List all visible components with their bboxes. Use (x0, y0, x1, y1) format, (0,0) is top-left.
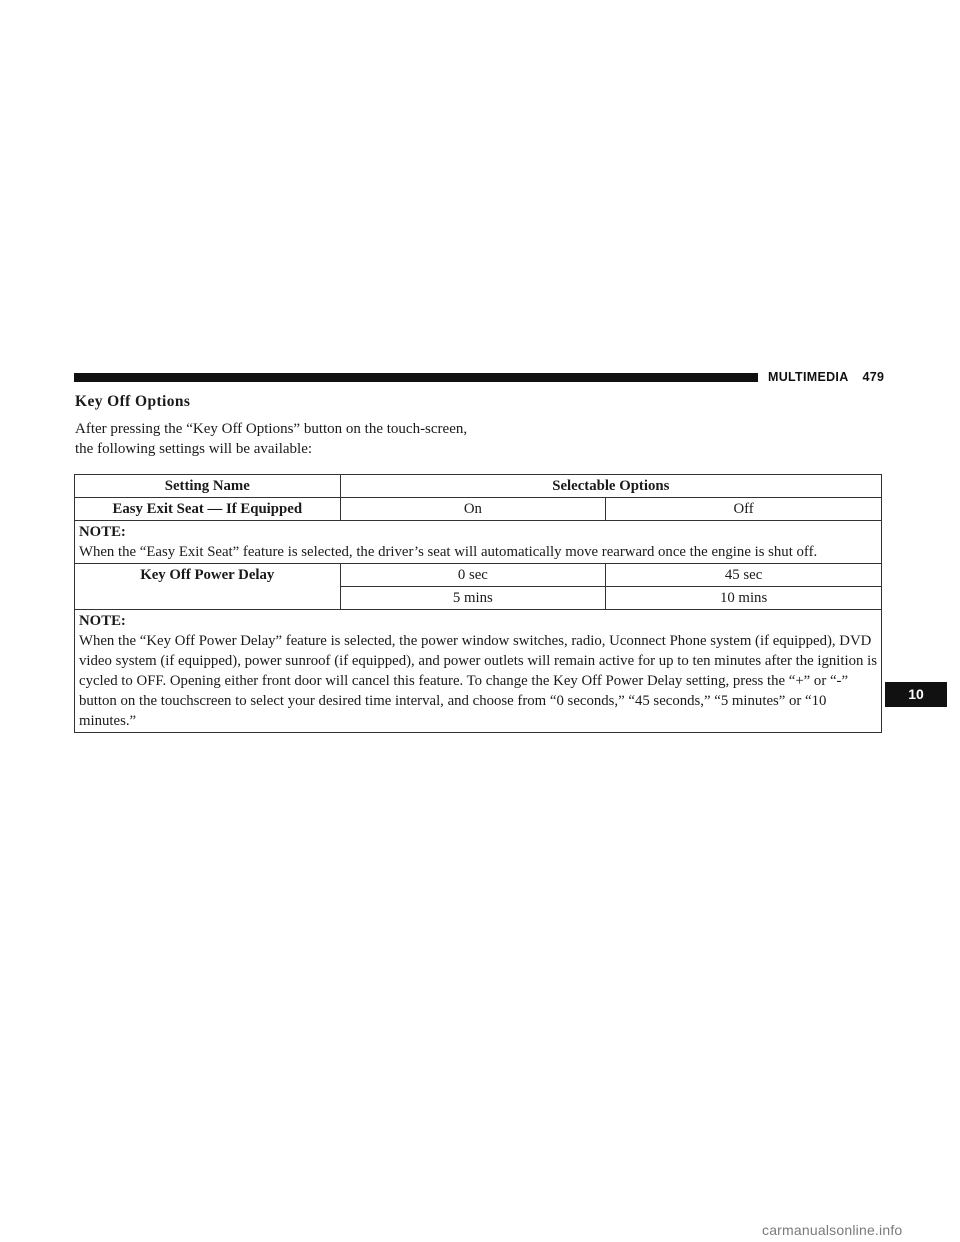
table-row (75, 564, 882, 587)
header-setting-name: Setting Name (75, 475, 341, 498)
option-cell: 5 mins (340, 587, 606, 610)
option-cell: 10 mins (606, 587, 882, 610)
table-row (75, 498, 882, 521)
setting-name-easy-exit: Easy Exit Seat — If Equipped (75, 498, 341, 521)
header-selectable-options: Selectable Options (340, 475, 881, 498)
note-text: When the “Key Off Power Delay” feature is selected, the power window switches, radio, Uconnect Phone system (if equipped), DVD video system (if equipped), power sunroof (if equipped), and power outlets will remain active for up to ten minutes after the ignition is cycled to OFF. Opening either front door will cancel this feature. To change the Key Off Power Delay setting, press the “+” or “-” button on the touchscreen to select your desired time interval, and choose from “0 seconds,” “45 seconds,” “5 minutes” or “10 minutes.” (79, 633, 878, 729)
note-cell (75, 521, 882, 564)
option-cell: 45 sec (606, 564, 882, 587)
settings-table (74, 474, 882, 733)
section-heading: Key Off Options (75, 393, 191, 410)
header-rule (74, 373, 758, 382)
page-number: 479 (862, 370, 885, 384)
note-label: NOTE: (79, 524, 126, 540)
note-label: NOTE: (79, 613, 126, 629)
running-header (768, 370, 884, 386)
watermark: carmanualsonline.info (762, 1222, 903, 1238)
table-header-row (75, 475, 882, 498)
note-text: When the “Easy Exit Seat” feature is selected, the driver’s seat will automatically move rearward once the engine is shut off. (79, 544, 818, 560)
note-cell (75, 610, 882, 733)
section-title: MULTIMEDIA (768, 370, 849, 384)
option-cell: On (340, 498, 606, 521)
option-cell: 0 sec (340, 564, 606, 587)
intro-paragraph: After pressing the “Key Off Options” button on the touch-screen, the following settings will be available: (75, 421, 468, 457)
note-row (75, 521, 882, 564)
setting-name-power-delay: Key Off Power Delay (75, 564, 341, 610)
note-row (75, 610, 882, 733)
option-cell: Off (606, 498, 882, 521)
chapter-tab: 10 (885, 682, 947, 707)
